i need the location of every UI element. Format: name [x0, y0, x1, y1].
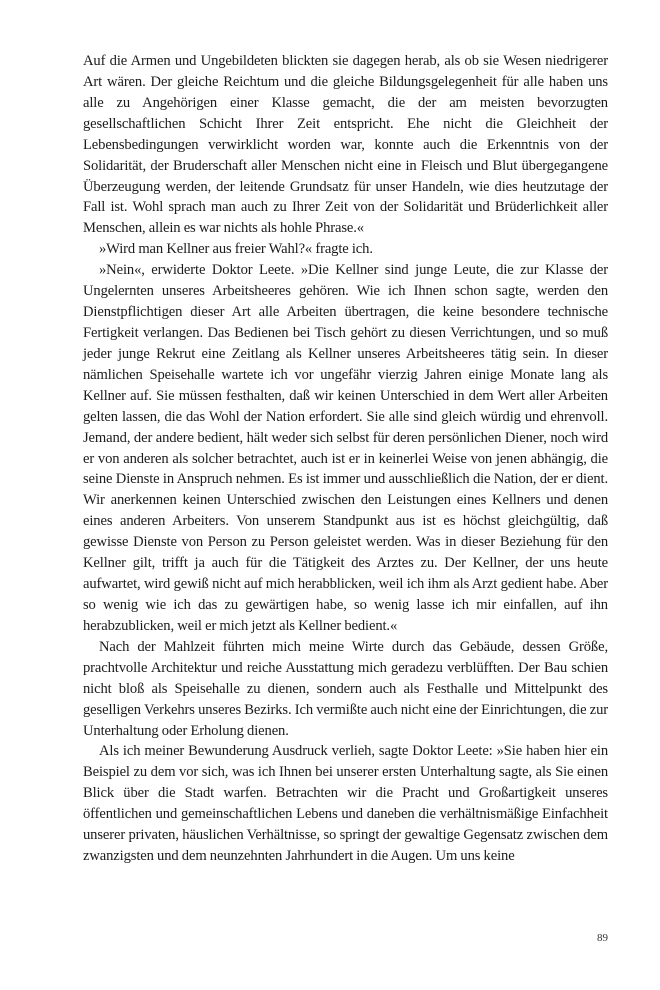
paragraph-1: Auf die Armen und Ungebildeten blickten sie dagegen herab, als ob sie Wesen niedrigerer Art wären. Der gleiche Reichtum und die gleiche Bildungsgelegenheit für alle haben uns alle zu Angehörigen einer Klasse gemacht, die der am meisten bevorzugten gesellschaftlichen Schicht Ihrer Zeit entspricht. Ehe nicht die Gleichheit der Lebensbedingungen verwirklicht worden war, konnte auch die Erkenntnis von der Solidarität, der Bruderschaft aller Menschen nicht eine in Fleisch und Blut übergegangene Überzeugung werden, der leitende Grundsatz für unser Handeln, wie dies heutzutage der Fall ist. Wohl sprach man auch zu Ihrer Zeit von der Solidarität und Brüderlichkeit aller Menschen, allein es war nichts als hohle Phrase.« — [83, 53, 608, 237]
paragraph-3: »Nein«, erwiderte Doktor Leete. »Die Kellner sind junge Leute, die zur Klasse der Ungelernten unseres Arbeitsheeres gehören. Wie ich Ihnen schon sagte, werden den Dienstpflichtigen dieser Art alle Arbeiten übertragen, die keine besondere technische Fertigkeit verlangen. Das Bedienen bei Tisch gehört zu diesen Verrichtungen, und so muß jeder junge Rekrut eine Zeitlang als Kellner unseres Arbeitsheeres tätig sein. In dieser nämlichen Speisehalle wartete ich vor ungefähr vierzig Jahren einige Monate lang als Kellner auf. Sie müssen festhalten, daß wir keinen Unterschied in dem Wert aller Arbeiten gelten lassen, die das Wohl der Nation erfordert. Sie alle sind gleich würdig und ehrenvoll. Jemand, der andere bedient, hält weder sich selbst für deren persönlichen Diener, noch wird er von anderen als solcher betrachtet, auch ist er in keinerlei Weise von jenen abhängig, die seine Dienste in Anspruch nehmen. Es ist immer und ausschließlich die Nation, der er dient. Wir anerkennen keinen Unterschied zwischen den Leistungen eines Kellners und denen eines anderen Arbeiters. Von unserem Standpunkt aus ist es höchst gleichgültig, daß gewisse Dienste von Person zu Person geleistet werden. Was in dieser Beziehung für den Kellner gilt, trifft ja auch für die Tätigkeit des Arztes zu. Der Kellner, der uns heute aufwartet, wird gewiß nicht auf mich herabblicken, weil ich ihm als Arzt gedient habe. Aber so wenig wie ich das zu gewärtigen habe, so wenig lasse ich mir einfallen, auf ihn herabzublicken, weil er mich jetzt als Kellner bedient.« — [83, 262, 608, 634]
paragraph-4: Nach der Mahlzeit führten mich meine Wirte durch das Gebäude, dessen Größe, prachtvolle Architektur und reiche Ausstattung mich geradezu verblüfften. Der Bau schien nicht bloß als Speisehalle zu dienen, sondern auch als Festhalle und Mittelpunkt des geselligen Verkehrs unseres Bezirks. Ich vermißte auch nicht eine der Einrichtungen, die zur Unterhaltung oder Erholung dienen. — [83, 638, 608, 739]
paragraph-2: »Wird man Kellner aus freier Wahl?« fragte ich. — [99, 241, 373, 258]
paragraph-5: Als ich meiner Bewunderung Ausdruck verlieh, sagte Doktor Leete: »Sie haben hier ein Beispiel zu dem vor sich, was ich Ihnen bei unserer ersten Unterhaltung sagte, als Sie einen Blick über die Stadt warfen. Betrachten wir die Pracht und Großartigkeit unseres öffentlichen und gemeinschaftlichen Lebens und daneben die verhältnismäßige Einfachheit unserer privaten, häuslichen Verhältnisse, so springt der gewaltige Gegensatz zwischen dem zwanzigsten und dem neunzehnten Jahrhundert in die Augen. Um uns keine — [83, 743, 608, 865]
page-body — [83, 51, 608, 867]
page-number: 89 — [597, 932, 608, 944]
